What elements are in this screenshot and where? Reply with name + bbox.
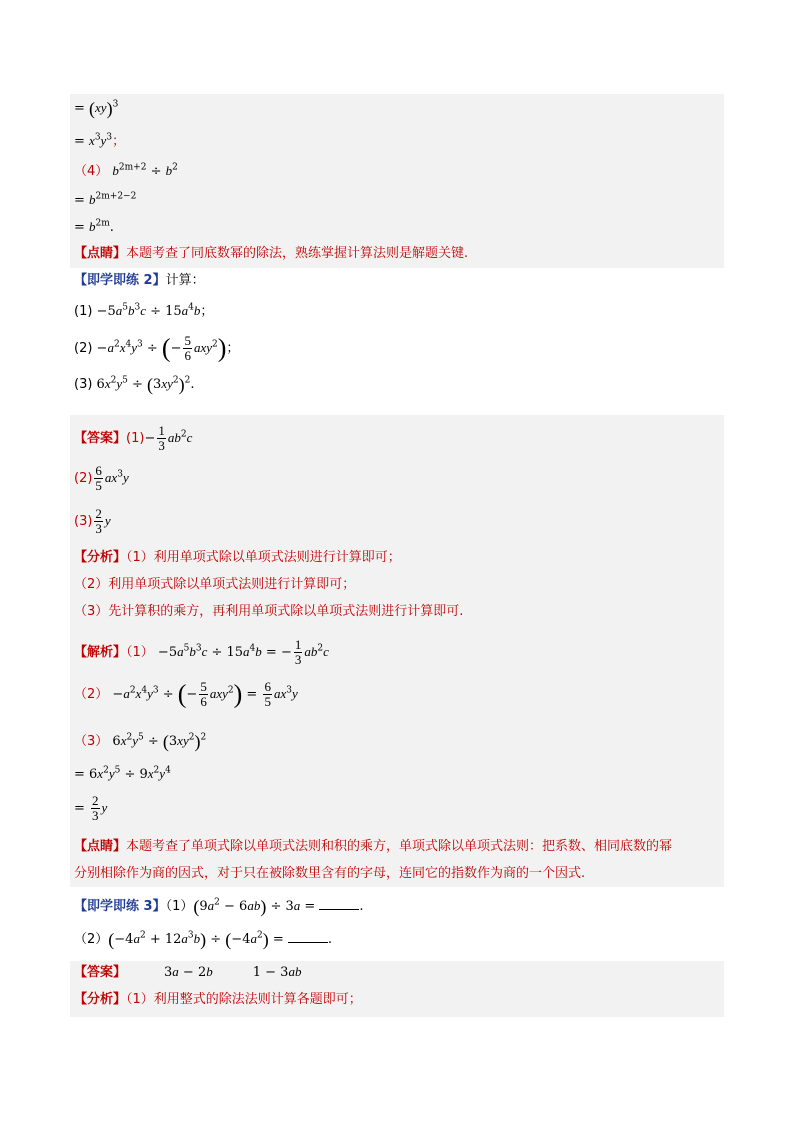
answer-blank[interactable] [319, 899, 359, 910]
practice-tag: 【即学即练 2】 [74, 273, 166, 288]
analysis-line-1 [74, 550, 401, 566]
solution-line-2: $(2) -a^2x^4y^3$ ÷ (− $\frac{5}{6}$ axy$^2$) = $\frac{6}{5}$ $ax^3y$ [74, 679, 298, 709]
dianjing-tag: 【点睛】 [74, 246, 127, 261]
dianjing-text: 本题考查了单项式除以单项式法则和积的乘方，单项式除以单项式法则：把系数、相同底数的幂 [126, 839, 673, 854]
answer-tag: 【答案】 [74, 431, 127, 446]
solution-line: = (xy)$^3$ [74, 98, 119, 119]
question-1: $(1) -5a^5b^3c \div 15a^4b$； [74, 302, 214, 319]
answer-blank[interactable] [288, 932, 328, 943]
solution-line: = $b^{2m+2-2}$ [74, 191, 137, 208]
analysis-tag: 【分析】 [74, 550, 127, 565]
analysis-text: （1）利用单项式除以单项式法则进行计算即可； [126, 550, 401, 565]
dianjing-note-2 [74, 839, 672, 855]
analysis-line-3: （3）先计算积的乘方，再利用单项式除以单项式法则进行计算即可. [74, 604, 464, 619]
practice-tag: 【即学即练 3】 [74, 899, 166, 914]
answer-line-2: (2) $\frac{6}{5}$ $ax^3y$ [74, 463, 129, 493]
answer-line-1: 【答案】(1)− $\frac{1}{3}$ $ab^2c$ [74, 423, 193, 453]
dianjing-note [74, 246, 468, 262]
practice-intro: 计算： [165, 273, 205, 288]
question-3: (3) $6x^2y^5 \div (3xy^2)^2$. [74, 374, 195, 395]
answer-tag: 【答案】 [74, 965, 127, 980]
dianjing-tag: 【点睛】 [74, 839, 127, 854]
solution-line-4: = $6x^2y^5 \div 9x^2y^4$ [74, 765, 171, 782]
answer3-line: 【答案】 3a − 2b 1 − 3ab [74, 964, 302, 980]
practice-heading [74, 273, 205, 289]
solution-tag: 【解析】 [74, 645, 127, 660]
practice3-q2: $(2)(-4a^2 + 12a^3b) \div (-4a^2)$ = . [74, 929, 333, 950]
solution-line: = $x^3y^3$； [74, 132, 126, 149]
solution-line: （4） $b^{2m+2} \div b^2$ [74, 162, 178, 179]
dianjing-text-cont: 分别相除作为商的因式，对于只在被除数里含有的字母，连同它的指数作为商的一个因式. [74, 866, 586, 881]
solution-line: = $b^{2m}$. [74, 218, 114, 235]
answer-line-3: (3) $\frac{2}{3}$ y [74, 506, 111, 536]
dianjing-text: 本题考查了同底数幂的除法，熟练掌握计算法则是解题关键. [126, 246, 469, 261]
solution-continued-block [70, 94, 724, 268]
practice3-q1: 【即学即练 3】$(1)(9a^2 - 6ab) \div 3a$ = . [74, 896, 364, 917]
analysis-line-2: （2）利用单项式除以单项式法则进行计算即可； [74, 577, 356, 592]
question-2: $(2) -a^2x^4y^3$ ÷ (− $\frac{5}{6}$ axy$^2$)； [74, 333, 240, 363]
analysis3-line [74, 992, 362, 1008]
solution-line-1: 【解析】$(1) -5a^5b^3c \div 15a^4b$ = − $\frac{1}{3}$ $ab^2c$ [74, 637, 329, 667]
analysis-tag: 【分析】 [74, 992, 127, 1007]
solution-line-3: （3） $6x^2y^5 \div (3xy^2)^2$ [74, 731, 207, 752]
analysis-text: （1）利用整式的除法法则计算各题即可； [126, 992, 362, 1007]
solution-line-5: = $\frac{2}{3}$ y [74, 793, 108, 823]
